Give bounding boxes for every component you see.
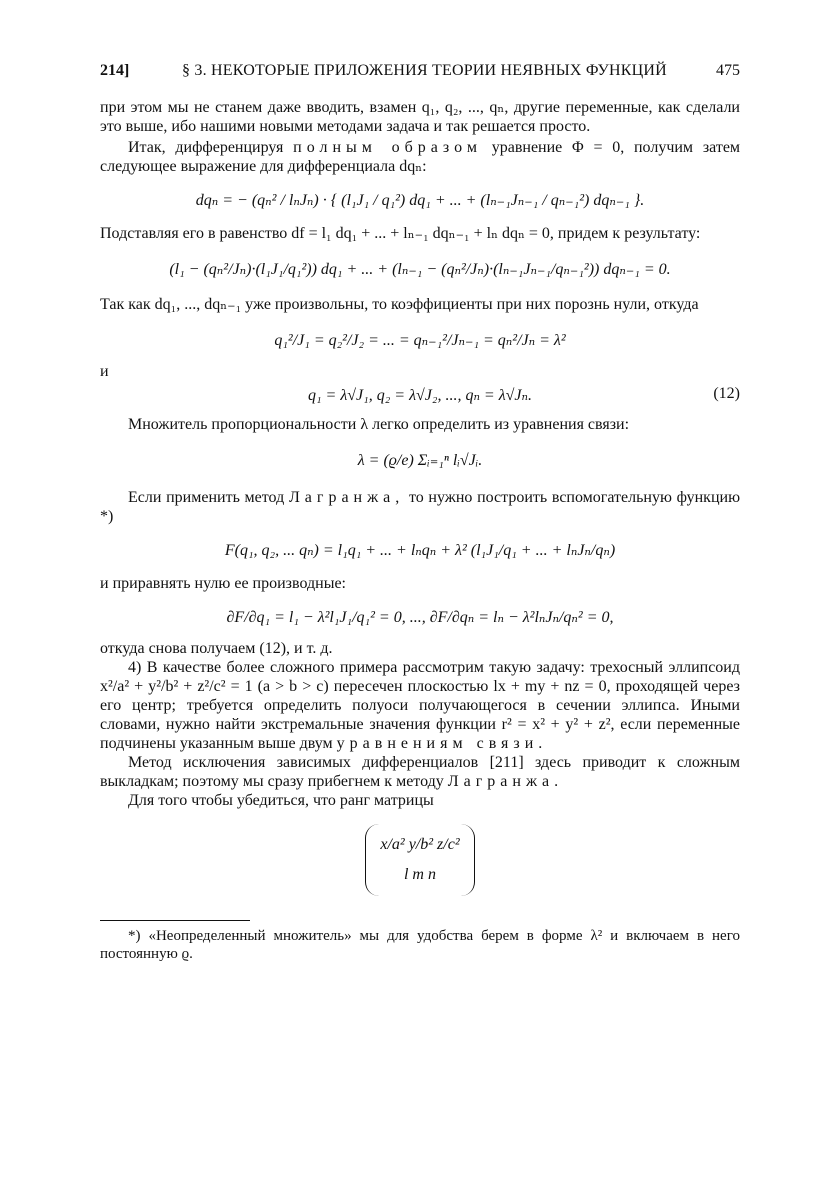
p7-start: Если применить метод	[128, 489, 285, 506]
formula-lambda	[100, 450, 740, 470]
footnote: *) «Неопределенный множитель» мы для удобства берем в форме λ² и включаем в него постоянную ϱ.	[100, 928, 740, 962]
formula-function-f-text: F(q₁, q₂, ... qₙ) = l₁q₁ + ... + lₙqₙ + λ² (l₁J₁/q₁ + ... + lₙJₙ/qₙ)	[224, 542, 616, 559]
paragraph-1: при этом мы не станем даже вводить, взамен q₁, q₂, ..., qₙ, другие переменные, как сделали это выше, ибо нашими новыми методами задача и так решается просто.	[100, 99, 740, 135]
paragraph-5: и	[100, 363, 109, 380]
matrix	[100, 824, 740, 896]
p7-end: то нужно построить вспомогательную функцию *)	[100, 489, 741, 525]
formula-dqn	[100, 190, 740, 210]
paragraph-3: Подставляя его в равенство df = l₁ dq₁ + ... + lₙ₋₁ dqₙ₋₁ + lₙ dqₙ = 0, придем к результату:	[100, 225, 701, 242]
paragraph-11	[100, 753, 740, 791]
formula-result	[100, 259, 740, 279]
paragraph-6: Множитель пропорциональности λ легко определить из уравнения связи:	[128, 416, 630, 433]
page-number: 475	[716, 62, 740, 79]
matrix-row-1-text: x/a² y/b² z/c²	[380, 836, 460, 853]
p2-start: Итак, дифференцируя	[128, 139, 284, 156]
paragraph-4: Так как dq₁, ..., dqₙ₋₁ уже произвольны, то коэффициенты при них порознь нули, откуда	[100, 296, 699, 313]
matrix-brackets	[365, 824, 474, 896]
p11-text: Метод исключения зависимых дифференциалов [211] здесь приводит к сложным выкладкам; поэтому мы сразу прибегнем к методу	[100, 754, 740, 790]
formula-12-text: q₁ = λ√J₁, q₂ = λ√J₂, ..., qₙ = λ√Jₙ.	[307, 387, 533, 404]
formula-ratios-text: q₁²/J₁ = q₂²/J₂ = ... = qₙ₋₁²/Jₙ₋₁ = qₙ²/Jₙ = λ²	[274, 332, 566, 349]
matrix-row-1	[380, 830, 459, 860]
paragraph-8: и приравнять нулю ее производные:	[100, 575, 346, 592]
footnote-rule	[100, 920, 250, 921]
paragraph-10	[100, 658, 740, 753]
book-page	[100, 62, 740, 963]
p2-spaced: полным образом	[293, 139, 482, 156]
formula-ratios	[100, 330, 740, 350]
paragraph-2	[100, 138, 740, 176]
formula-12	[100, 385, 740, 405]
p10-spaced: уравнениям связи.	[336, 735, 548, 752]
p11-spaced: Лагранжа.	[447, 773, 564, 790]
formula-dqn-text: dqₙ = − (qₙ² / lₙJₙ) · { (l₁J₁ / q₁²) dq₁ + ... + (lₙ₋₁Jₙ₋₁ / qₙ₋₁²) dqₙ₋₁ }.	[195, 192, 645, 209]
equation-number: (12)	[713, 385, 740, 402]
p7-spaced: Лагранжа,	[288, 489, 405, 506]
formula-result-text: (l₁ − (qₙ²/Jₙ)·(l₁J₁/q₁²)) dq₁ + ... + (lₙ₋₁ − (qₙ²/Jₙ)·(lₙ₋₁Jₙ₋₁/qₙ₋₁²)) dqₙ₋₁ = 0.	[169, 261, 671, 278]
matrix-row-2-text: l m n	[403, 866, 436, 883]
formula-lambda-text: λ = (ϱ/e) Σᵢ₌₁ⁿ lᵢ√Jᵢ.	[357, 452, 483, 469]
running-header	[100, 62, 740, 86]
formula-derivatives	[100, 607, 740, 627]
formula-derivatives-text: ∂F/∂q₁ = l₁ − λ²l₁J₁/q₁² = 0, ..., ∂F/∂qₙ = lₙ − λ²lₙJₙ/qₙ² = 0,	[226, 609, 614, 626]
paragraph-12: Для того чтобы убедиться, что ранг матрицы	[128, 792, 434, 809]
paragraph-9: откуда снова получаем (12), и т. д.	[100, 640, 333, 657]
formula-function-f	[100, 540, 740, 560]
section-ref: 214]	[100, 62, 130, 79]
paragraph-7	[100, 488, 740, 526]
chapter-title: § 3. НЕКОТОРЫЕ ПРИЛОЖЕНИЯ ТЕОРИИ НЕЯВНЫХ ФУНКЦИЙ	[182, 62, 667, 79]
p2-end: уравнение Φ = 0, получим затем следующее выражение для дифференциала dqₙ:	[100, 139, 741, 175]
p10-text: 4) В качестве более сложного примера рассмотрим такую задачу: трехосный эллипсоид x²/a² + y²/b² + z²/c² = 1 (a > b > c) пересечен плоскостью lx + my + nz = 0, проходящей через его центр; требуется определить полуоси получающегося в сечении эллипса. Иными словами, нужно найти экстремальные значения функции r² = x² + y² + z², если переменные подчинены указанным выше двум	[100, 659, 740, 752]
matrix-row-2	[380, 860, 459, 890]
